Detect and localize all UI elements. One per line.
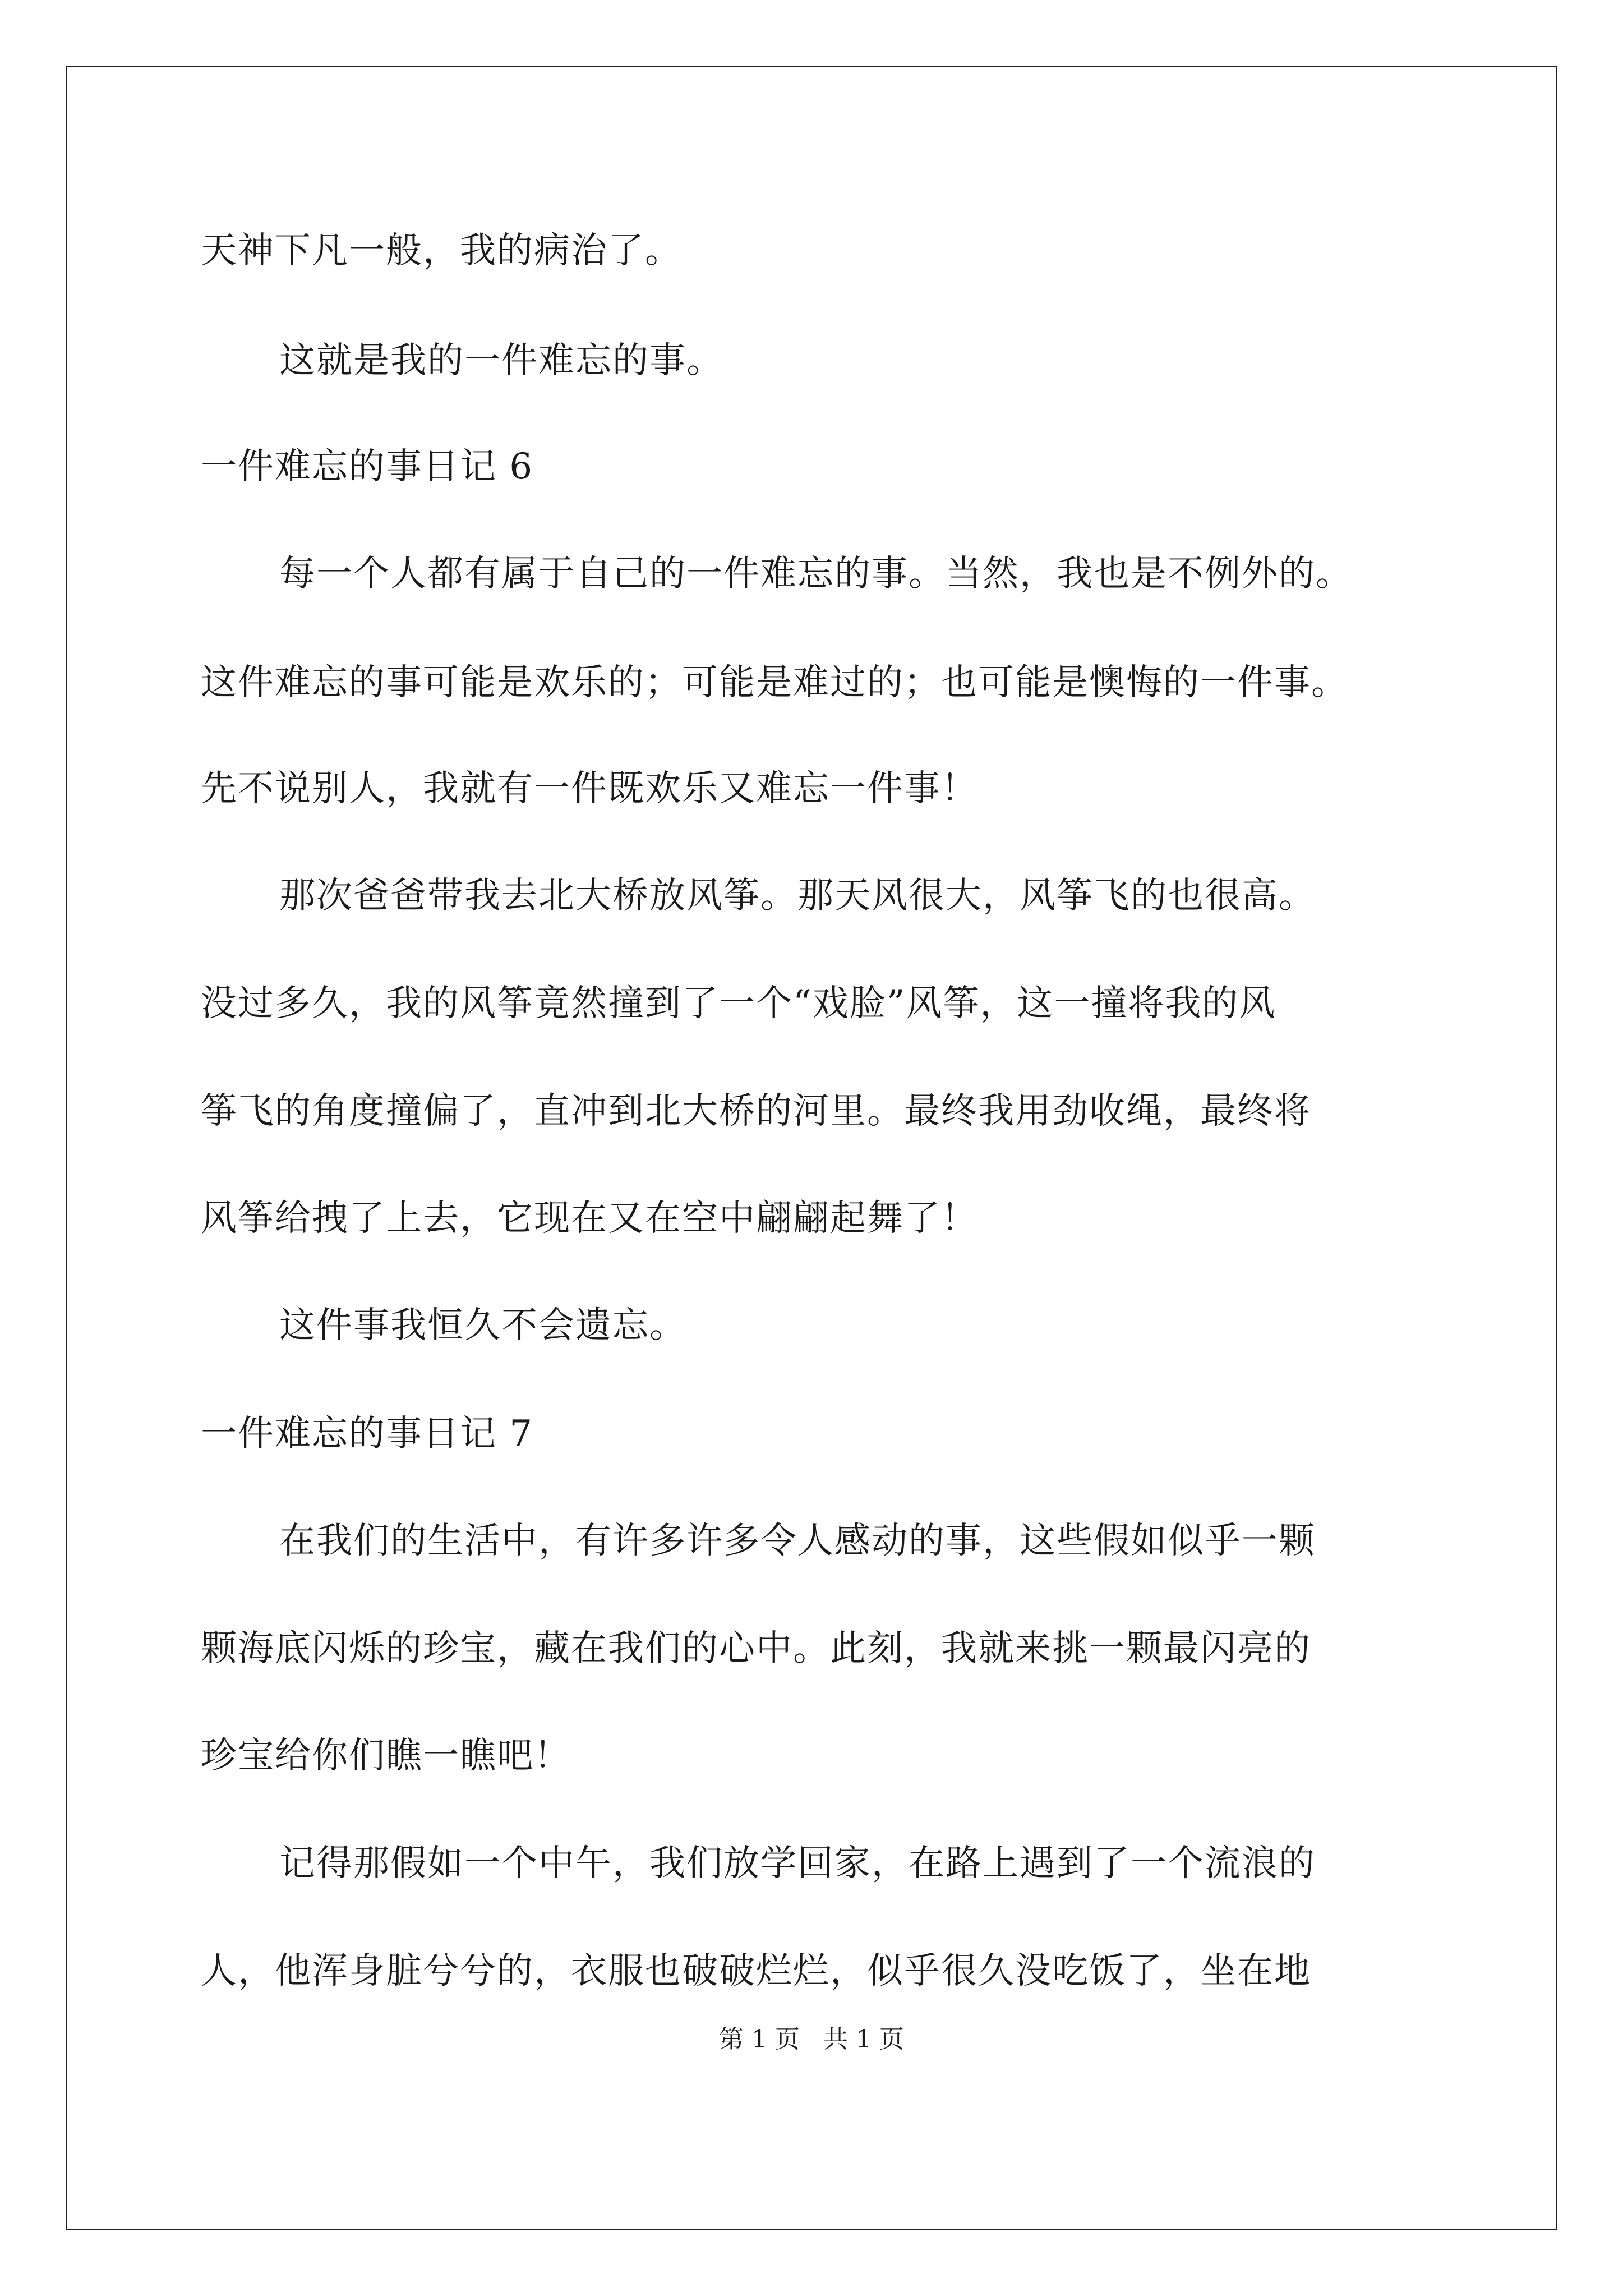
text-line: 先不说别人，我就有一件既欢乐又难忘一件事！ [201,768,978,809]
text-line: 这件事我恒久不会遗忘。 [279,1305,686,1346]
page-border [66,66,1557,2230]
text-line: 在我们的生活中，有许多许多令人感动的事，这些假如似乎一颗 [279,1520,1316,1562]
text-line: 筝飞的角度撞偏了，直冲到北大桥的河里。最终我用劲收绳，最终将 [201,1091,1311,1132]
text-line: 每一个人都有属于自己的一件难忘的事。当然，我也是不例外的。 [279,553,1353,595]
section-heading: 一件难忘的事日记 7 [201,1413,534,1455]
text-line: 人，他浑身脏兮兮的，衣服也破破烂烂，似乎很久没吃饭了，坐在地 [201,1950,1311,1992]
page-footer: 第 1 页 共 1 页 [719,2025,904,2054]
text-line: 风筝给拽了上去，它现在又在空中翩翩起舞了！ [201,1198,978,1239]
text-line: 这就是我的一件难忘的事。 [279,340,723,381]
text-line: 那次爸爸带我去北大桥放风筝。那天风很大，风筝飞的也很高。 [279,875,1316,917]
text-line: 天神下凡一般，我的病治了。 [201,230,682,272]
section-heading: 一件难忘的事日记 6 [201,446,534,487]
text-line: 没过多久，我的风筝竟然撞到了一个“戏脸”风筝，这一撞将我的风 [201,983,1276,1024]
text-line: 颗海底闪烁的珍宝，藏在我们的心中。此刻，我就来挑一颗最闪亮的 [201,1628,1311,1669]
text-line: 记得那假如一个中午，我们放学回家，在路上遇到了一个流浪的 [279,1843,1316,1884]
text-line: 这件难忘的事可能是欢乐的；可能是难过的；也可能是懊悔的一件事。 [201,662,1348,703]
text-line: 珍宝给你们瞧一瞧吧！ [201,1735,571,1777]
